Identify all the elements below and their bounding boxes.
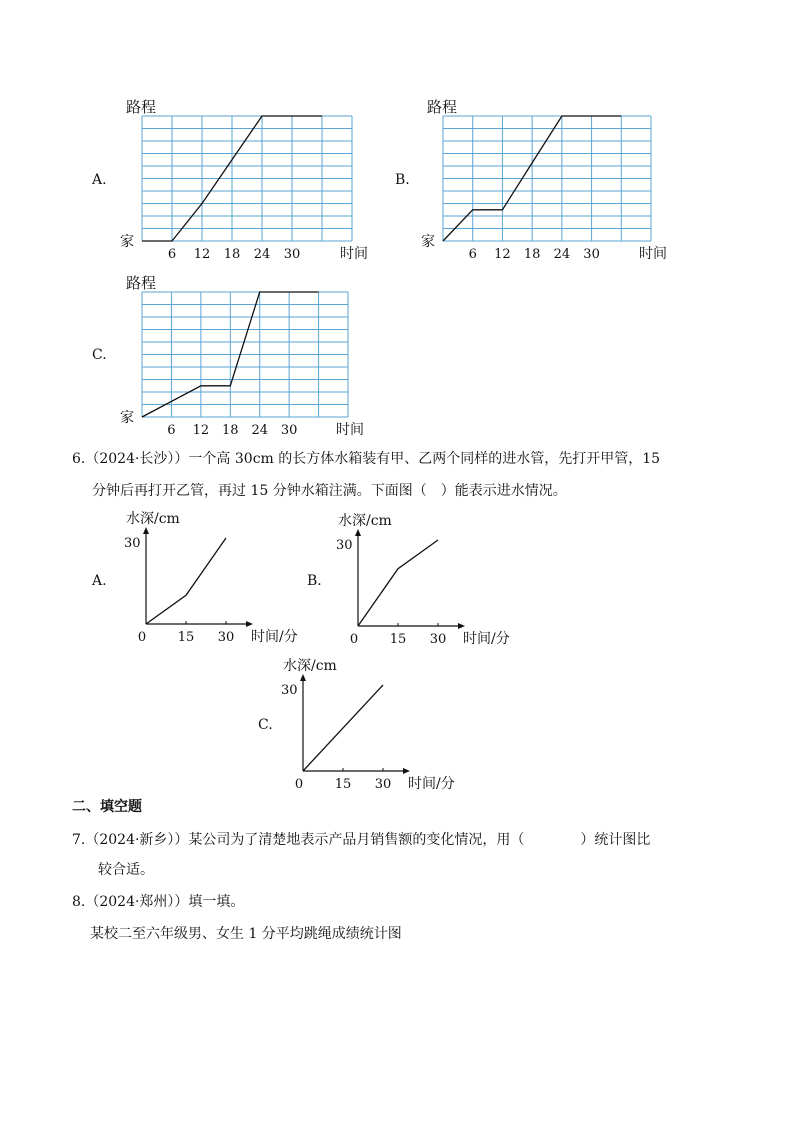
y-axis-label: 路程 <box>126 98 157 116</box>
y-axis-arrow <box>355 529 361 536</box>
x-tick-label: 30 <box>280 423 298 438</box>
q6-option-b-letter: B. <box>307 573 322 589</box>
origin-label: 家 <box>120 234 134 250</box>
q8-line1: 8.（2024·郑州））填一填。 <box>72 894 245 910</box>
x-tick-label: 6 <box>167 423 176 438</box>
q6-option-c-letter: C. <box>258 717 273 733</box>
q6-chart-c <box>275 655 475 797</box>
q6-chart-a <box>118 508 318 650</box>
x-axis-label: 时间 <box>336 422 364 438</box>
x-tick-label: 18 <box>523 247 541 262</box>
y-axis-label: 路程 <box>126 274 157 292</box>
x-tick-label: 24 <box>251 423 268 438</box>
x-tick-label: 18 <box>222 423 239 438</box>
q7-line2: 较合适。 <box>98 862 154 878</box>
x-tick-label: 24 <box>553 247 571 262</box>
depth-line <box>358 540 438 626</box>
x-tick-label: 15 <box>389 632 407 647</box>
q6-chart-b <box>330 510 530 652</box>
x-tick-label: 30 <box>583 247 600 262</box>
q5-option-b-letter: B. <box>395 172 410 188</box>
q5-option-a-letter: A. <box>92 172 107 188</box>
x-axis-arrow <box>458 623 465 629</box>
y-tick-label: 30 <box>336 538 353 553</box>
chart-grid <box>443 116 651 241</box>
x-axis-label: 时间 <box>340 246 368 262</box>
x-tick-label: 12 <box>192 423 210 438</box>
origin-label: 0 <box>294 777 304 792</box>
y-axis-arrow <box>300 674 306 681</box>
y-axis-arrow <box>143 527 149 534</box>
x-tick-label: 15 <box>177 630 195 645</box>
x-axis-label: 时间/分 <box>408 776 455 792</box>
origin-label: 家 <box>120 410 134 426</box>
x-axis-arrow <box>403 768 410 774</box>
y-axis-label: 水深/cm <box>338 513 392 529</box>
x-tick-label: 30 <box>283 247 301 262</box>
y-axis-label: 水深/cm <box>126 511 180 527</box>
chart-grid <box>142 292 348 417</box>
q5-chart-c <box>110 270 380 440</box>
chart-grid <box>142 116 352 241</box>
q5-chart-b <box>418 94 678 264</box>
q5-chart-a <box>110 94 380 264</box>
x-tick-label: 12 <box>494 247 511 262</box>
y-tick-label: 30 <box>281 683 298 698</box>
x-tick-label: 15 <box>334 777 352 792</box>
x-tick-label: 6 <box>468 247 477 262</box>
q7-line1: 7.（2024·新乡））某公司为了清楚地表示产品月销售额的变化情况，用（ ）统计图比 <box>72 832 651 848</box>
origin-label: 0 <box>349 632 359 647</box>
x-tick-label: 6 <box>167 247 177 262</box>
x-tick-label: 30 <box>429 632 447 647</box>
y-axis-label: 水深/cm <box>283 658 337 674</box>
q6-option-a-letter: A. <box>92 573 107 589</box>
x-tick-label: 24 <box>253 247 271 262</box>
x-tick-label: 18 <box>223 247 241 262</box>
x-tick-label: 12 <box>193 247 211 262</box>
x-axis-label: 时间/分 <box>251 629 298 645</box>
y-tick-label: 30 <box>124 536 141 551</box>
origin-label: 家 <box>421 234 435 250</box>
depth-line <box>146 538 226 624</box>
depth-line <box>303 685 383 771</box>
x-tick-label: 30 <box>374 777 392 792</box>
q6-line2: 分钟后再打开乙管，再过 15 分钟水箱注满。下面图（ ）能表示进水情况。 <box>92 483 567 499</box>
origin-label: 0 <box>137 630 147 645</box>
x-axis-label: 时间/分 <box>463 631 510 647</box>
y-axis-label: 路程 <box>427 98 458 116</box>
q8-caption: 某校二至六年级男、女生 1 分平均跳绳成绩统计图 <box>90 926 402 942</box>
section-title: 二、填空题 <box>72 799 142 815</box>
x-tick-label: 30 <box>217 630 235 645</box>
q6-line1: 6.（2024·长沙））一个高 30cm 的长方体水箱装有甲、乙两个同样的进水管，先打开甲管，15 <box>72 451 661 467</box>
x-axis-arrow <box>246 621 253 627</box>
x-axis-label: 时间 <box>639 246 667 262</box>
q5-option-c-letter: C. <box>92 347 107 363</box>
